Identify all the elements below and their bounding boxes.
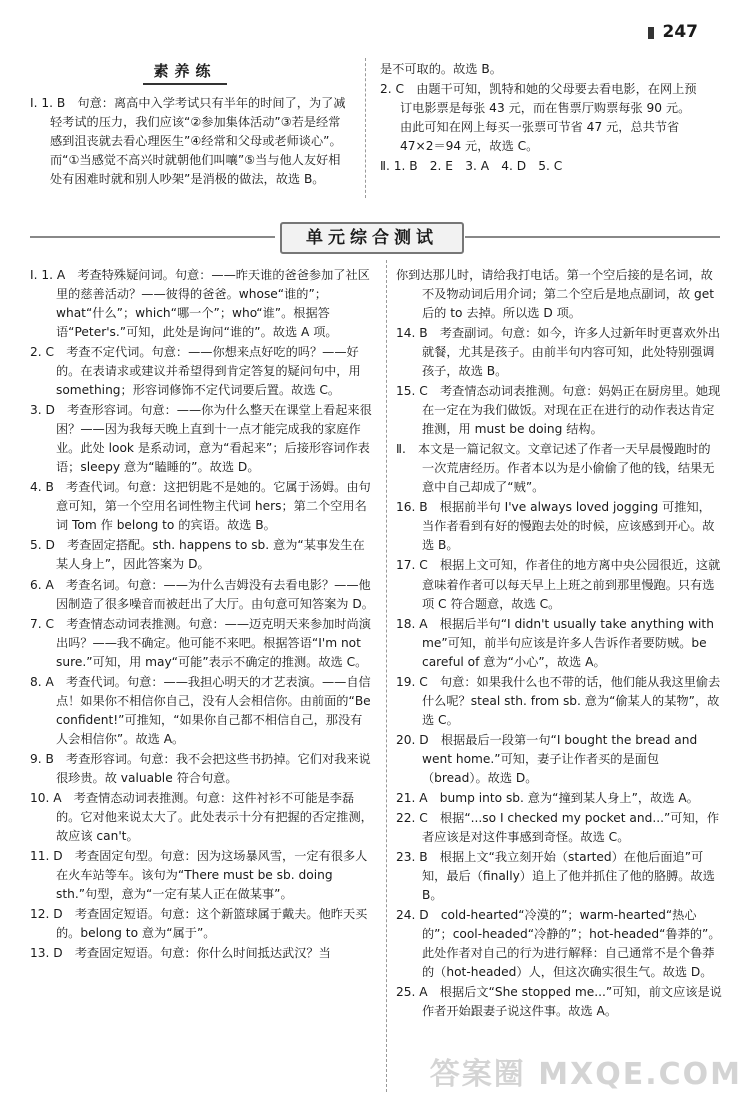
answer-item: 4. B 考查代词。句意：这把钥匙不是她的。它属于汤姆。由句意可知，第一个空用名词性物主代词 hers；第二个空用名词 Tom 作 belong to 的宾语。故选 B。 [30, 480, 371, 533]
answer-item: 你到达那儿时，请给我打电话。第一个空后接的是名词，故不及物动词后用介词；第二个空后是地点副词，故 get 后的 to 去掉。所以选 D 项。 [396, 268, 715, 321]
column-divider-top [365, 58, 366, 198]
answer-item: 25. A 根据后文“She stopped me...”可知，前文应该是说作者开始跟妻子说这件事。故选 A。 [396, 985, 722, 1019]
top-right-column [380, 60, 702, 177]
answer-item: 18. A 根据后半句“I didn't usually take anything with me”可知，前半句应该是许多人告诉作者要防贼。be careful of 意为“小心”，故选 A。 [396, 616, 714, 669]
answer-item: 8. A 考查代词。句意：——我担心明天的才艺表演。——自信点！如果你不相信你自己，没有人会相信你。由前面的“Be confident!”可推知，“如果你自己都不相信自己，那没有人会相信你”。故选 A。 [30, 674, 371, 746]
answer-item: 19. C 句意：如果我什么也不带的话，他们能从我这里偷去什么呢？steal sth. from sb. 意为“偷某人的某物”，故选 C。 [396, 674, 721, 727]
column-divider-main [386, 260, 387, 1092]
answer-item: 23. B 根据上文“我立刻开始（started）在他后面追”可知，最后（finally）追上了他并抓住了他的胳膊。故选 B。 [396, 849, 715, 902]
right-column [396, 266, 722, 1022]
answer-item: 22. C 根据“...so I checked my pocket and...”可知，作者应该是对这件事感到奇怪。故选 C。 [396, 810, 720, 844]
answer-item: 10. A 考查情态动词表推测。句意：这件衬衫不可能是李磊的。它对他来说太大了。此处表示十分有把握的否定推测，故应该 can't。 [30, 790, 373, 843]
answer-item: 7. C 考查情态动词表推测。句意：——迈克明天来参加时尚演出吗？——我不确定。他可能不来吧。根据答语“I'm not sure.”可知，用 may“可能”表示不确定的推测。故选 C。 [30, 616, 371, 669]
answer-item: 24. D cold-hearted“冷漠的”；warm-hearted“热心的”；cool-headed“冷静的”；hot-headed“鲁莽的”。此处作者对自己的行为进行解释：自己通常不是个鲁莽的（hot-headed）人，但这次确实很生气。故选 D。 [396, 908, 721, 980]
answer-item: 11. D 考查固定句型。句意：因为这场暴风雪，一定有很多人在火车站等车。该句为“There must be sb. doing sth.”句型，意为“一定有某人正在做某事”。 [30, 848, 368, 901]
answer-item: 20. D 根据最后一段第一句“I bought the bread and went home.”可知，妻子让作者买的是面包（bread）。故选 D。 [396, 732, 698, 785]
answer-item: 15. C 考查情态动词表推测。句意：妈妈正在厨房里。她现在一定在为我们做饭。对现在正在进行的动作表达肯定推测，用 must be doing 结构。 [396, 384, 721, 437]
unit-test-banner: 单元综合测试 [280, 222, 464, 254]
banner-rule-left [30, 236, 275, 238]
answer-item: 3. D 考查形容词。句意：——你为什么整天在课堂上看起来很困？——因为我每天晚上直到十一点才能完成我的家庭作业。此处 look 是系动词，意为“看起来”；后接形容词作表语；sleepy 意为“瞌睡的”。故选 D。 [30, 403, 372, 475]
answer-item: 2. C 由题干可知，凯特和她的父母要去看电影，在网上预订电影票是每张 43 元，而在售票厅购票每张 90 元。由此可知在网上每买一张票可节省 47 元，总共节省 47×2＝94 元，故选 C。 [380, 82, 697, 154]
answer-item: 16. B 根据前半句 I've always loved jogging 可推知，当作者看到有好的慢跑去处的时候，应该感到开心。故选 B。 [396, 500, 715, 553]
answer-item: 9. B 考查形容词。句意：我不会把这些书扔掉。它们对我来说很珍贵。故 valuable 符合句意。 [30, 751, 371, 785]
answer-item: 17. C 根据上文可知，作者住的地方离中央公园很近，这就意味着作者可以每天早上上班之前到那里慢跑。只有选项 C 符合题意，故选 C。 [396, 558, 721, 611]
page-marker-icon [648, 27, 654, 39]
page-number: 247 [662, 22, 698, 42]
answer-item: Ⅰ. 1. A 考查特殊疑问词。句意：——昨天谁的爸爸参加了社区里的慈善活动？——彼得的爸爸。whose“谁的”；what“什么”；which“哪一个”；who“谁”。根据答语“Peter's.”可知，此处是询问“谁的”。故选 A 项。 [30, 268, 370, 340]
answer-item: Ⅱ. 本文是一篇记叙文。文章记述了作者一天早晨慢跑时的一次荒唐经历。作者本以为是小偷偷了他的钱，结果无意中自己却成了“贼”。 [396, 442, 715, 495]
answer-item: 是不可取的。故选 B。 [380, 62, 502, 76]
answer-item: Ⅰ. 1. B 句意：离高中入学考试只有半年的时间了，为了减轻考试的压力，我们应该“②参加集体活动”③若是经常感到沮丧就去看心理医生”④经常和父母或老师谈心”。而“①当感觉不高兴时就朝他们叫嚷”⑤当与他人友好相处有困难时就和别人吵架”是消极的做法，故选 B。 [30, 96, 346, 187]
answer-item: 12. D 考查固定短语。句意：这个新篮球属于戴夫。他昨天买的。belong to 意为“属于”。 [30, 907, 368, 941]
answer-item: 5. D 考查固定搭配。sth. happens to sb. 意为“某事发生在某人身上”，因此答案为 D。 [30, 538, 365, 572]
answer-item: 13. D 考查固定短语。句意：你什么时间抵达武汉？当 [30, 946, 331, 961]
answer-item: 14. B 考查副词。句意：如今，许多人过新年时更喜欢外出就餐，尤其是孩子。由前半句内容可知，此处特别强调孩子，故选 B。 [396, 326, 721, 379]
answer-item: 2. C 考查不定代词。句意：——你想来点好吃的吗？——好的。在表请求或建议并希望得到肯定答复的疑问句中，用 something；形容词修饰不定代词要后置。故选 C。 [30, 345, 361, 398]
top-left-column [30, 94, 352, 190]
section-title: 素养练 [130, 60, 240, 85]
banner-rule-right [465, 236, 720, 238]
answer-item: 21. A bump into sb. 意为“撞到某人身上”，故选 A。 [396, 790, 699, 805]
watermark: 答案圈 MXQE.COM [429, 1057, 742, 1092]
answer-item: 6. A 考查名词。句意：——为什么吉姆没有去看电影？——他因制造了很多噪音而被赶出了大厅。由句意可知答案为 D。 [30, 577, 374, 611]
answer-item: Ⅱ. 1. B 2. E 3. A 4. D 5. C [380, 159, 563, 174]
left-column [30, 266, 374, 964]
